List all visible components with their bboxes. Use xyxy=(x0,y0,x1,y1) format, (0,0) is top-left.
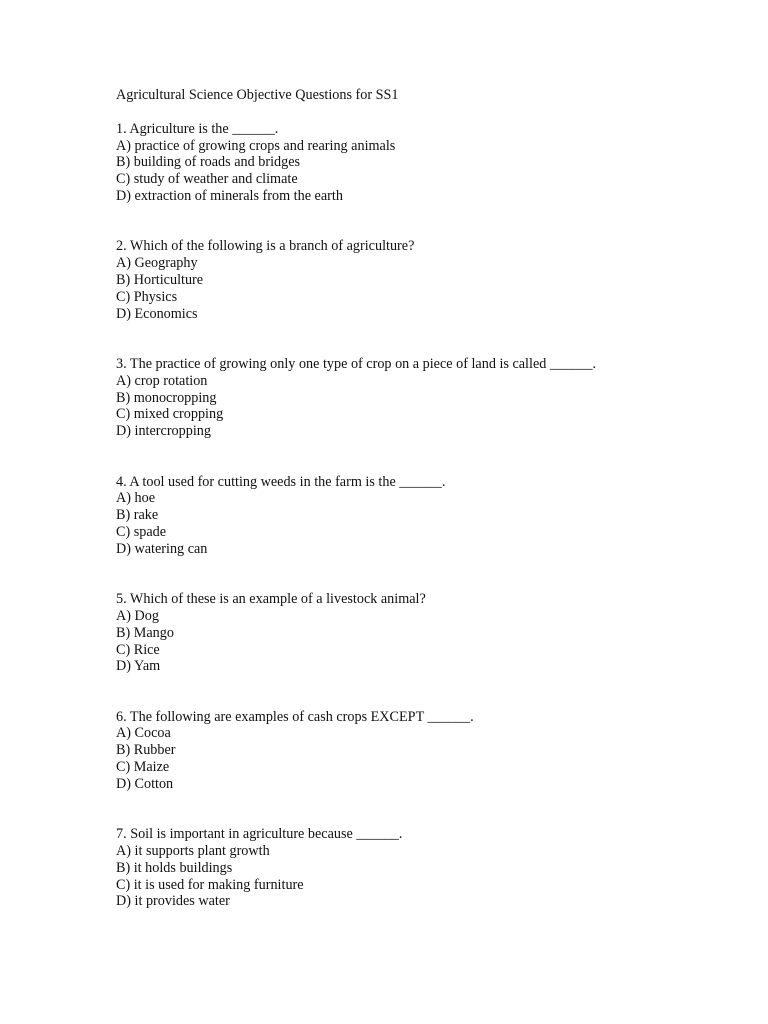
option-b: B) Horticulture xyxy=(116,271,204,288)
question-stem: 5. Which of these is an example of a livestock animal? xyxy=(116,591,426,608)
option-b: B) rake xyxy=(116,507,159,524)
question-6 xyxy=(116,709,716,793)
question-stem: 7. Soil is important in agriculture because ______. xyxy=(116,826,403,843)
question-7 xyxy=(116,826,716,910)
option-c: C) spade xyxy=(116,523,167,540)
option-b: B) building of roads and bridges xyxy=(116,154,301,171)
document-content xyxy=(116,87,716,944)
question-3 xyxy=(116,356,716,440)
question-stem: 6. The following are examples of cash crops EXCEPT ______. xyxy=(116,708,474,725)
option-a: A) crop rotation xyxy=(116,372,208,389)
question-4 xyxy=(116,474,716,558)
option-d: D) it provides water xyxy=(116,893,230,910)
question-stem: 4. A tool used for cutting weeds in the farm is the ______. xyxy=(116,473,446,490)
option-b: B) Mango xyxy=(116,624,174,641)
document-title: Agricultural Science Objective Questions for SS1 xyxy=(116,87,399,103)
option-c: C) mixed cropping xyxy=(116,406,224,423)
option-d: D) watering can xyxy=(116,540,208,557)
question-1 xyxy=(116,121,716,205)
question-5 xyxy=(116,591,716,675)
option-a: A) hoe xyxy=(116,490,156,507)
option-c: C) it is used for making furniture xyxy=(116,876,304,893)
option-d: D) Cotton xyxy=(116,775,174,792)
option-a: A) practice of growing crops and rearing animals xyxy=(116,137,396,154)
option-d: D) Economics xyxy=(116,305,198,322)
option-c: C) Maize xyxy=(116,759,170,776)
question-stem: 3. The practice of growing only one type of crop on a piece of land is called ______. xyxy=(116,355,596,372)
option-a: A) Geography xyxy=(116,255,198,272)
option-b: B) monocropping xyxy=(116,389,217,406)
option-a: A) Cocoa xyxy=(116,725,171,742)
option-d: D) extraction of minerals from the earth xyxy=(116,187,343,204)
option-b: B) Rubber xyxy=(116,742,176,759)
question-2 xyxy=(116,238,716,322)
option-d: D) Yam xyxy=(116,658,161,675)
option-a: A) Dog xyxy=(116,607,159,624)
question-stem: 2. Which of the following is a branch of agriculture? xyxy=(116,238,415,255)
question-stem: 1. Agriculture is the ______. xyxy=(116,120,279,137)
option-c: C) study of weather and climate xyxy=(116,171,298,188)
option-a: A) it supports plant growth xyxy=(116,843,270,860)
option-b: B) it holds buildings xyxy=(116,859,233,876)
option-d: D) intercropping xyxy=(116,423,211,440)
option-c: C) Rice xyxy=(116,641,160,658)
option-c: C) Physics xyxy=(116,288,178,305)
